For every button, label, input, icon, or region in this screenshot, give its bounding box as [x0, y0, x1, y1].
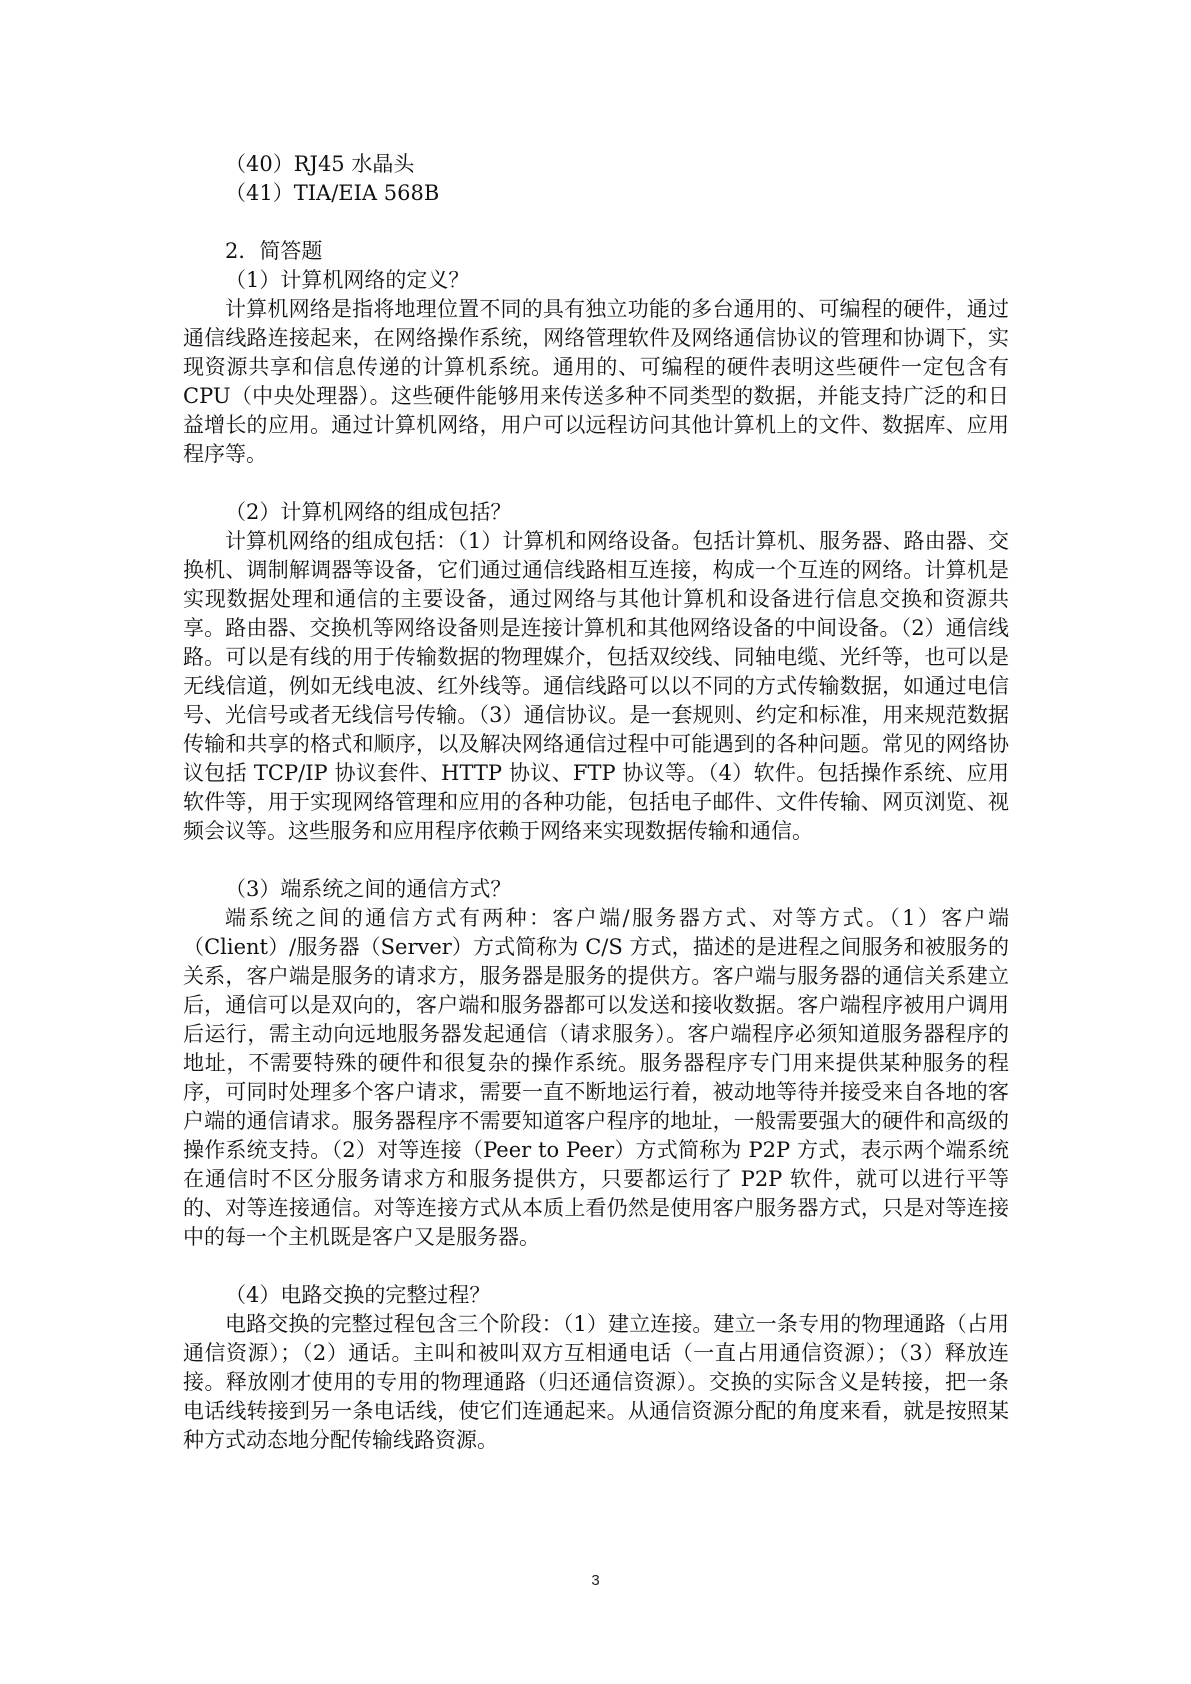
list-item: （41）TIA/EIA 568B [225, 181, 440, 205]
answer-paragraph: 电路交换的完整过程包含三个阶段：（1）建立连接。建立一条专用的物理通路（占用通信资源）；（2）通话。主叫和被叫双方互相通电话（一直占用通信资源）；（3）释放连接。释放刚才使用的专用的物理通路（归还通信资源）。交换的实际含义是转接，把一条电话线转接到另一条电话线，使它们连通起来。从通信资源分配的角度来看，就是按照某种方式动态地分配传输线路资源。 [183, 1312, 1009, 1452]
spacer [183, 846, 1009, 875]
answer-paragraph: 计算机网络的组成包括：（1）计算机和网络设备。包括计算机、服务器、路由器、交换机、调制解调器等设备，它们通过通信线路相互连接，构成一个互连的网络。计算机是实现数据处理和通信的主要设备，通过网络与其他计算机和设备进行信息交换和资源共享。路由器、交换机等网络设备则是连接计算机和其他网络设备的中间设备。（2）通信线路。可以是有线的用于传输数据的物理媒介，包括双绞线、同轴电缆、光纤等，也可以是无线信道，例如无线电波、红外线等。通信线路可以以不同的方式传输数据，如通过电信号、光信号或者无线信号传输。（3）通信协议。是一套规则、约定和标准，用来规范数据传输和共享的格式和顺序，以及解决网络通信过程中可能遇到的各种问题。常见的网络协议包括 TCP/IP 协议套件、HTTP 协议、FTP 协议等。（4）软件。包括操作系统、应用软件等，用于实现网络管理和应用的各种功能，包括电子邮件、文件传输、网页浏览、视频会议等。这些服务和应用程序依赖于网络来实现数据传输和通信。 [183, 529, 1009, 843]
question-title: （2）计算机网络的组成包括？ [225, 500, 512, 524]
question-title: （4）电路交换的完整过程？ [225, 1283, 491, 1307]
answer-paragraph: 计算机网络是指将地理位置不同的具有独立功能的多台通用的、可编程的硬件，通过通信线路连接起来，在网络操作系统，网络管理软件及网络通信协议的管理和协调下，实现资源共享和信息传递的计算机系统。通用的、可编程的硬件表明这些硬件一定包含有 CPU（中央处理器）。这些硬件能够用来传送多种不同类型的数据，并能支持广泛的和日益增长的应用。通过计算机网络，用户可以远程访问其他计算机上的文件、数据库、应用程序等。 [183, 297, 1009, 466]
spacer [183, 208, 1009, 237]
answer-paragraph: 端系统之间的通信方式有两种：客户端/服务器方式、对等方式。（1）客户端（Client）/服务器（Server）方式简称为 C/S 方式，描述的是进程之间服务和被服务的关系，客户端是服务的请求方，服务器是服务的提供方。客户端与服务器的通信关系建立后，通信可以是双向的，客户端和服务器都可以发送和接收数据。客户端程序被用户调用后运行，需主动向远地服务器发起通信（请求服务）。客户端程序必须知道服务器程序的地址，不需要特殊的硬件和很复杂的操作系统。服务器程序专门用来提供某种服务的程序，可同时处理多个客户请求，需要一直不断地运行着，被动地等待并接受来自各地的客户端的通信请求。服务器程序不需要知道客户程序的地址，一般需要强大的硬件和高级的操作系统支持。（2）对等连接（Peer to Peer）方式简称为 P2P 方式，表示两个端系统在通信时不区分服务请求方和服务提供方，只要都运行了 P2P 软件，就可以进行平等的、对等连接通信。对等连接方式从本质上看仍然是使用客户服务器方式，只是对等连接中的每一个主机既是客户又是服务器。 [183, 906, 1009, 1249]
page-number: 3 [591, 1572, 600, 1589]
spacer [183, 1252, 1009, 1281]
spacer [183, 469, 1009, 498]
section-title: 2．简答题 [225, 239, 323, 263]
question-title: （3）端系统之间的通信方式？ [225, 877, 512, 901]
page-content [183, 150, 1009, 1455]
list-item: （40）RJ45 水晶头 [225, 152, 415, 176]
question-title: （1）计算机网络的定义？ [225, 268, 470, 292]
